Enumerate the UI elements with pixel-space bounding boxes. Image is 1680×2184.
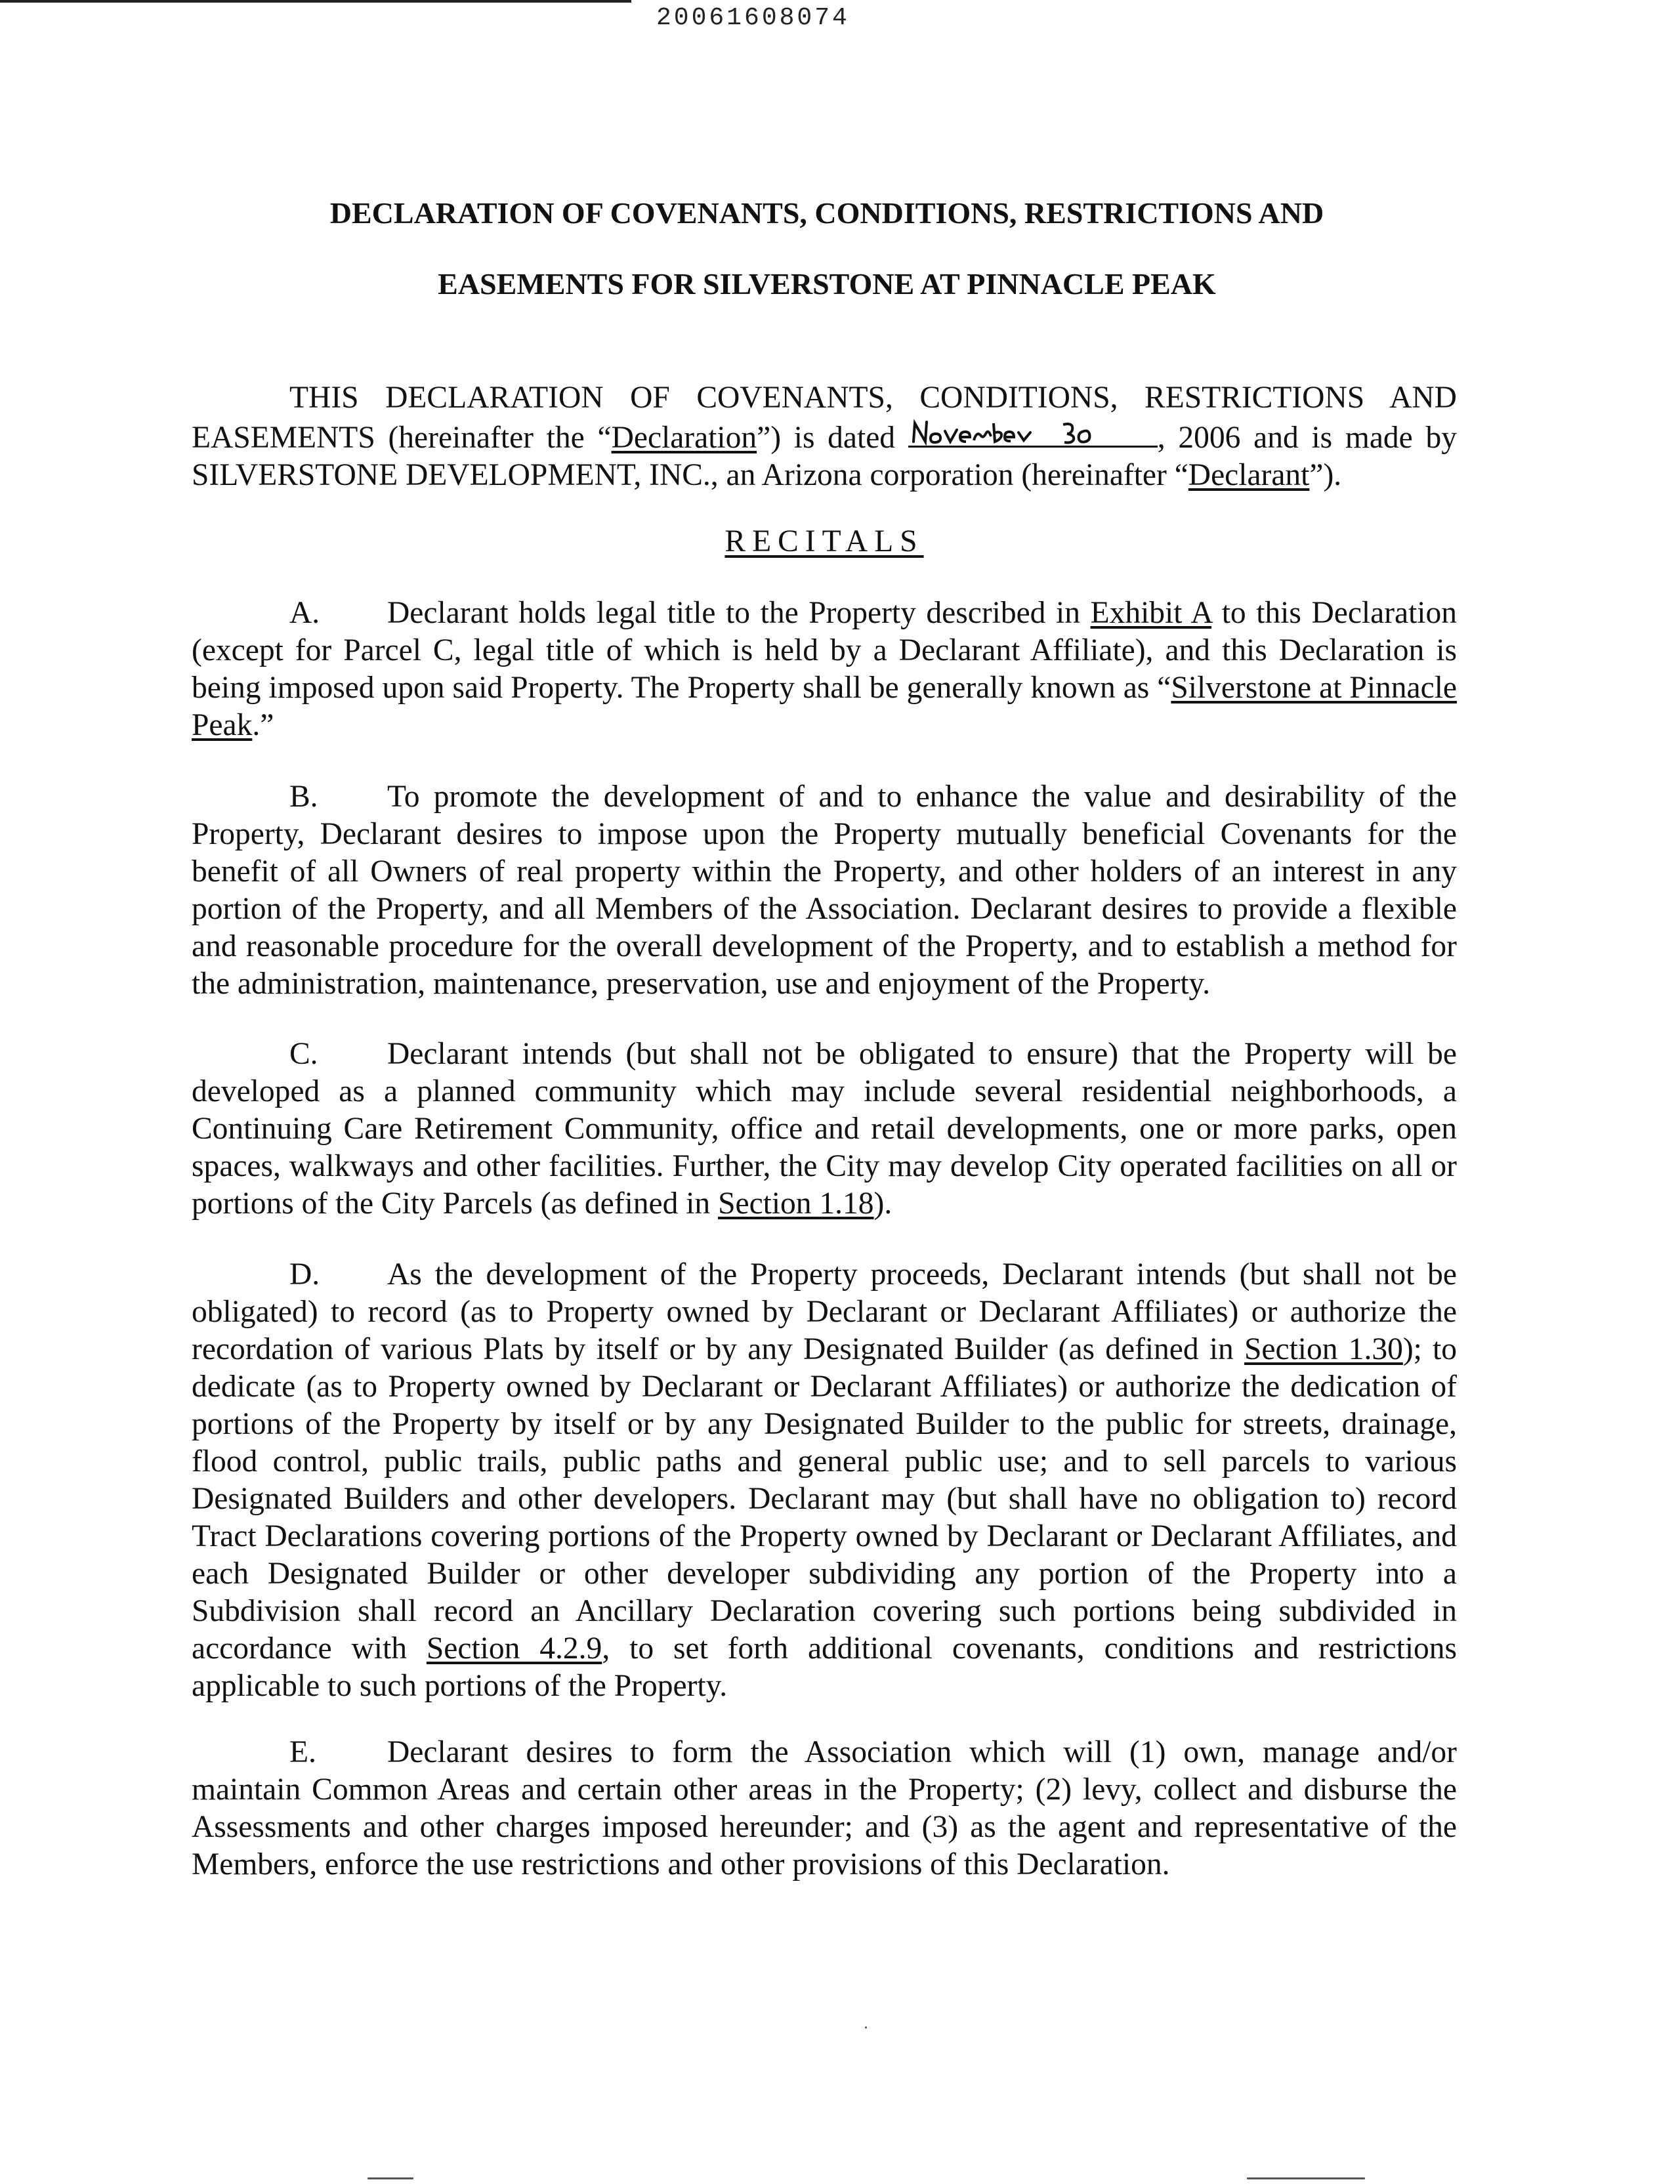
declarant-defined-term: Declarant: [1188, 458, 1310, 492]
recital-a-label: A.: [289, 596, 320, 630]
scan-speck: [865, 2026, 867, 2028]
recording-number: 20061608074: [656, 4, 850, 32]
section-4-2-9-reference: Section 4.2.9: [426, 1631, 602, 1666]
handwritten-date: [908, 417, 1158, 448]
recital-e-label: E.: [289, 1735, 316, 1769]
intro-paragraph: THIS DECLARATION OF COVENANTS, CONDITIONS, RESTRICTIONS AND EASEMENTS (hereinafter the “Declaration”) is dated , 2006 and is made by SILVERSTONE DEVELOPMENT, INC., an Arizona corporation (hereinafter “Declarant”).: [192, 381, 1457, 492]
recital-c-label: C.: [289, 1037, 318, 1071]
recital-d: D. As the development of the Property proceeds, Declarant intends (but shall not be obligated) to record (as to Property owned by Declarant or Declarant Affiliates) or authorize the recordation of various Plats by itself or by any Designated Builder (as defined in Section 1.30); to dedicate (as to Property owned by Declarant or Declarant Affiliates) or authorize the dedication of portions of the Property by itself or by any Designated Builder to the public for streets, drainage, flood control, public trails, public paths and general public use; and to sell parcels to various Designated Builders and other developers. Declarant may (but shall have no obligation to) record Tract Declarations covering portions of the Property owned by Declarant or Declarant Affiliates, and each Designated Builder or other developer subdividing any portion of the Property into a Subdivision shall record an Ancillary Declaration covering such portions being subdivided in accordance with Section 4.2.9, to set forth additional covenants, conditions and restrictions applicable to such portions of the Property.: [192, 1257, 1458, 1703]
document-title-line-1: DECLARATION OF COVENANTS, CONDITIONS, RESTRICTIONS AND: [329, 196, 1324, 230]
recital-b: B. To promote the development of and to enhance the value and desirability of the Property, Declarant desires to impose upon the Property mutually beneficial Covenants for the benefit of all Owners of real property within the Property, and other holders of an interest in any portion of the Property, and all Members of the Association. Declarant desires to provide a flexible and reasonable procedure for the overall development of the Property, and to establish a method for the administration, maintenance, preservation, use and enjoyment of the Property.: [192, 780, 1457, 1001]
declaration-defined-term: Declaration: [611, 421, 757, 455]
exhibit-a-reference: Exhibit A: [1090, 596, 1212, 630]
scan-speck: [1247, 2177, 1365, 2179]
section-1-30-reference: Section 1.30: [1244, 1332, 1403, 1366]
scan-border-line: [0, 0, 631, 3]
scan-speck: [368, 2177, 413, 2179]
project-name-term: Silverstone at Pinnacle Peak: [192, 671, 1457, 742]
recital-b-label: B.: [289, 780, 318, 814]
recital-d-label: D.: [289, 1257, 320, 1292]
recital-c: C. Declarant intends (but shall not be obligated to ensure) that the Property will be developed as a planned community which may include several residential neighborhoods, a Continuing Care Retirement Community, office and retail developments, one or more parks, open spaces, walkways and other facilities. Further, the City may develop City operated facilities on all or portions of the City Parcels (as defined in Section 1.18).: [192, 1037, 1457, 1221]
document-title-line-2: EASEMENTS FOR SILVERSTONE AT PINNACLE PEAK: [438, 267, 1216, 301]
section-1-18-reference: Section 1.18: [718, 1186, 874, 1221]
recital-a: A. Declarant holds legal title to the Property described in Exhibit A to this Declaration (except for Parcel C, legal title of which is held by a Declarant Affiliate), and this Declaration is being imposed upon said Property. The Property shall be generally known as “Silverstone at Pinnacle Peak.”: [192, 596, 1457, 742]
handwritten-date-signature: [908, 417, 1158, 446]
recital-e: E. Declarant desires to form the Association which will (1) own, manage and/or maintain Common Areas and certain other areas in the Property; (2) levy, collect and disburse the Assessments and other charges imposed hereunder; and (3) as the agent and representative of the Members, enforce the use restrictions and other provisions of this Declaration.: [192, 1735, 1457, 1881]
recitals-heading: RECITALS: [724, 524, 924, 558]
